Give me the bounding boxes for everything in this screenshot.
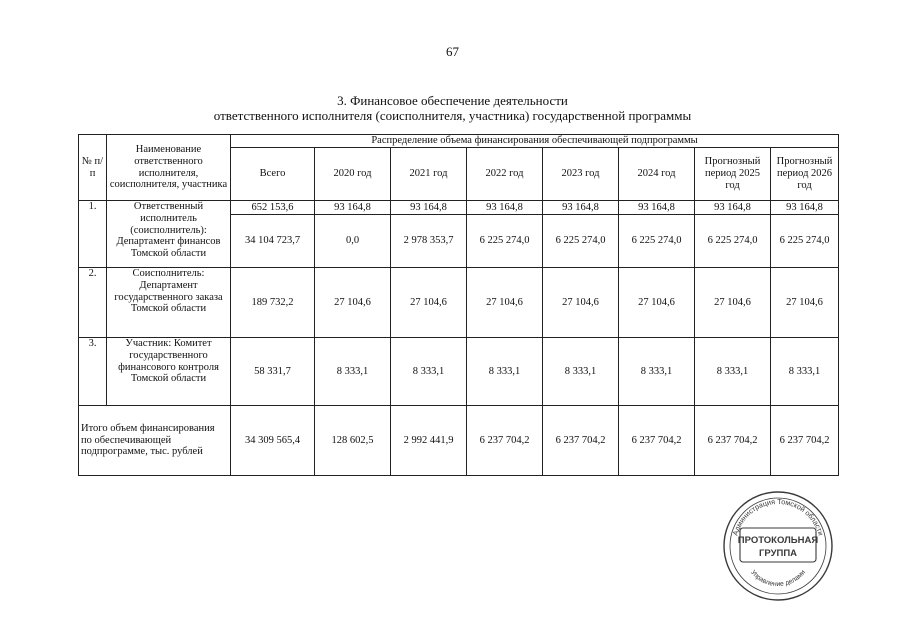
value-cell: 27 104,6 [315,268,391,338]
total-value: 6 237 704,2 [771,406,839,476]
total-value: 6 237 704,2 [467,406,543,476]
value-cell: 93 164,8 0,0 [315,201,391,268]
header-name: Наименование ответственного исполнителя, соисполнителя, участника [107,135,231,201]
header-total: Всего [231,148,315,201]
value-cell: 93 164,8 6 225 274,0 [771,201,839,268]
total-value: 6 237 704,2 [695,406,771,476]
value-cell: 58 331,7 [231,338,315,406]
row-name: Ответственный исполнитель (соисполнитель): Департамент финансов Томской области [107,201,231,268]
value-cell: 8 333,1 [315,338,391,406]
header-2020: 2020 год [315,148,391,201]
value-cell: 27 104,6 [391,268,467,338]
value-cell: 93 164,8 6 225 274,0 [619,201,695,268]
stamp-bottom-text: Управление делами [749,569,807,589]
section-title [0,93,905,123]
total-value: 2 992 441,9 [391,406,467,476]
header-2025: Прогнозный период 2025 год [695,148,771,201]
row-num: 1. [79,201,107,268]
value-cell: 93 164,8 6 225 274,0 [543,201,619,268]
official-stamp [722,490,834,602]
value-cell: 652 153,6 34 104 723,7 [231,201,315,268]
value-cell: 93 164,8 2 978 353,7 [391,201,467,268]
value-cell: 8 333,1 [543,338,619,406]
value-cell: 8 333,1 [391,338,467,406]
header-num: № п/п [79,135,107,201]
header-2023: 2023 год [543,148,619,201]
total-value: 128 602,5 [315,406,391,476]
stamp-center-line-1: ПРОТОКОЛЬНАЯ [737,535,819,546]
value-cell: 189 732,2 [231,268,315,338]
value-cell: 8 333,1 [695,338,771,406]
value-cell: 93 164,8 6 225 274,0 [467,201,543,268]
value-cell: 27 104,6 [771,268,839,338]
value-cell: 8 333,1 [771,338,839,406]
value-cell: 27 104,6 [695,268,771,338]
value-cell: 8 333,1 [467,338,543,406]
header-distribution: Распределение объема финансирования обеспечивающей подпрограммы [231,135,839,148]
value-cell: 27 104,6 [619,268,695,338]
stamp-center-line-2: ГРУППА [758,548,798,559]
total-value: 6 237 704,2 [619,406,695,476]
table-row [79,268,839,338]
row-name: Соисполнитель: Департамент государственного заказа Томской области [107,268,231,338]
table-row [79,201,839,268]
header-row-1 [79,135,839,148]
total-label: Итого объем финансирования по обеспечивающей подпрограмме, тыс. рублей [79,406,231,476]
page-number: 67 [446,44,459,59]
total-value: 34 309 565,4 [231,406,315,476]
header-2021: 2021 год [391,148,467,201]
row-num: 2. [79,268,107,338]
row-num: 3. [79,338,107,406]
stamp-outer-text: Администрация Томской области [730,496,826,537]
value-cell: 93 164,8 6 225 274,0 [695,201,771,268]
header-2026: Прогнозный период 2026 год [771,148,839,201]
value-cell: 27 104,6 [543,268,619,338]
value-cell: 8 333,1 [619,338,695,406]
title-line-1: 3. Финансовое обеспечение деятельности [337,93,568,108]
row-name: Участник: Комитет государственного финансового контроля Томской области [107,338,231,406]
total-row [79,406,839,476]
header-2022: 2022 год [467,148,543,201]
total-value: 6 237 704,2 [543,406,619,476]
header-2024: 2024 год [619,148,695,201]
title-line-2: ответственного исполнителя (соисполнителя, участника) государственной программы [213,108,692,123]
table-row [79,338,839,406]
financing-table [78,134,839,476]
value-cell: 27 104,6 [467,268,543,338]
